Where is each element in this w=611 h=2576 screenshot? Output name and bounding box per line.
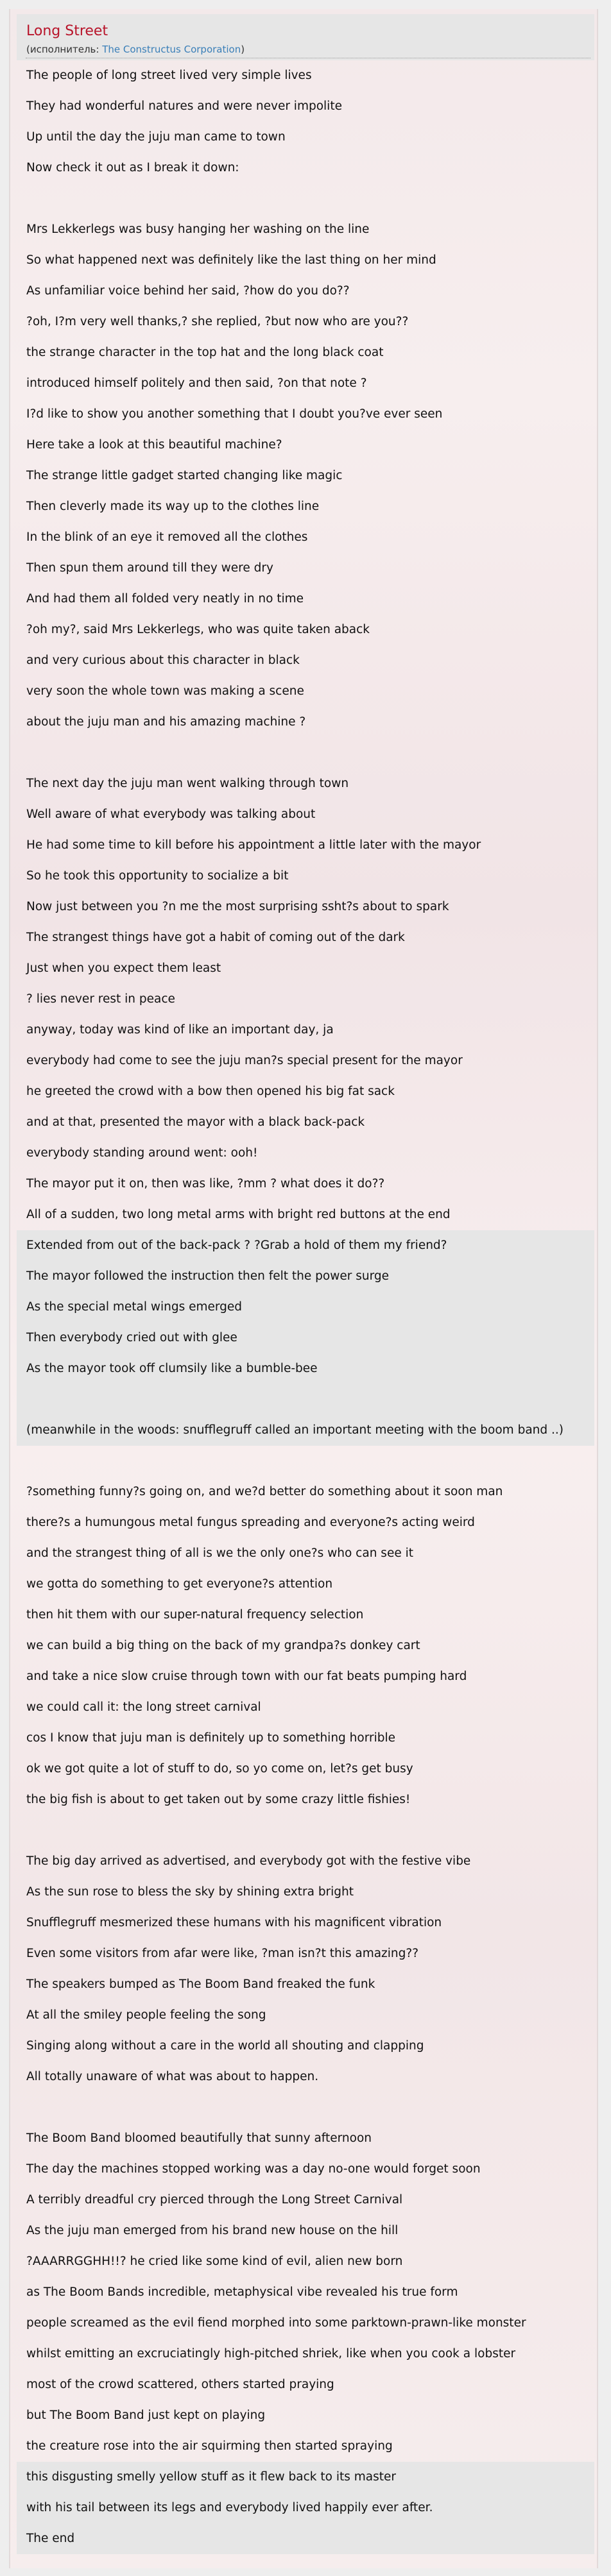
lyric-line: but The Boom Band just kept on playing bbox=[26, 2409, 266, 2422]
lyric-line: At all the smiley people feeling the song bbox=[26, 2008, 266, 2022]
lyric-line: Well aware of what everybody was talking about bbox=[26, 808, 316, 821]
lyric-line: this disgusting smelly yellow stuff as it flew back to its master bbox=[17, 2462, 594, 2493]
lyric-line: cos I know that juju man is definitely up to something horrible bbox=[26, 1731, 396, 1745]
lyric-line: The day the machines stopped working was a day no-one would forget soon bbox=[26, 2162, 481, 2176]
lyric-line: The end bbox=[17, 2523, 594, 2554]
lyric-line: The strangest things have got a habit of coming out of the dark bbox=[26, 931, 405, 944]
lyric-line: ?AAARRGGHH!!? he cried like some kind of evil, alien new born bbox=[26, 2255, 403, 2268]
lyric-line: Mrs Lekkerlegs was busy hanging her washing on the line bbox=[26, 223, 370, 236]
lyric-line: All of a sudden, two long metal arms with bright red buttons at the end bbox=[26, 1208, 451, 1221]
lyric-line: In the blink of an eye it removed all the clothes bbox=[26, 530, 308, 544]
lyric-line: As the sun rose to bless the sky by shining extra bright bbox=[26, 1885, 354, 1899]
lyric-line: whilst emitting an excruciatingly high-pitched shriek, like when you cook a lobster bbox=[26, 2347, 516, 2360]
performer-link[interactable]: The Constructus Corporation bbox=[102, 44, 241, 55]
lyric-line: Just when you expect them least bbox=[26, 962, 221, 975]
lyric-line: and take a nice slow cruise through town with our fat beats pumping hard bbox=[26, 1670, 467, 1683]
lyric-line: ok we got quite a lot of stuff to do, so yo come on, let?s get busy bbox=[26, 1762, 413, 1775]
lyric-line: Now check it out as I break it down: bbox=[26, 161, 239, 174]
lyric-line: about the juju man and his amazing machine ? bbox=[26, 715, 306, 729]
lyric-line: introduced himself politely and then said, ?on that note ? bbox=[26, 377, 367, 390]
lyric-line: ?oh, I?m very well thanks,? she replied, ?but now who are you?? bbox=[26, 315, 409, 328]
lyric-line: Snufflegruff mesmerized these humans with his magnificent vibration bbox=[26, 1916, 442, 1929]
lyric-line: and at that, presented the mayor with a black back-pack bbox=[26, 1115, 365, 1129]
lyric-blank-line bbox=[17, 1815, 594, 1846]
lyric-line: The mayor followed the instruction then felt the power surge bbox=[17, 1261, 594, 1292]
lyric-line: The Boom Band bloomed beautifully that sunny afternoon bbox=[26, 2131, 372, 2145]
lyric-line: Extended from out of the back-pack ? ?Grab a hold of them my friend? bbox=[17, 1230, 594, 1261]
lyric-line: The big day arrived as advertised, and everybody got with the festive vibe bbox=[26, 1854, 471, 1868]
lyric-line: ?oh my?, said Mrs Lekkerlegs, who was quite taken aback bbox=[26, 623, 370, 636]
lyric-line: and very curious about this character in black bbox=[26, 654, 300, 667]
lyric-line: ?something funny?s going on, and we?d better do something about it soon man bbox=[26, 1485, 503, 1498]
lyric-line: we gotta do something to get everyone?s attention bbox=[26, 1577, 333, 1591]
lyric-line: Even some visitors from afar were like, ?man isn?t this amazing?? bbox=[26, 1947, 419, 1960]
lyric-line: anyway, today was kind of like an important day, ja bbox=[26, 1023, 334, 1037]
lyric-line: The mayor put it on, then was like, ?mm ? what does it do?? bbox=[26, 1177, 385, 1191]
lyric-line: The next day the juju man went walking through town bbox=[26, 777, 349, 790]
lyric-line: As the special metal wings emerged bbox=[17, 1292, 594, 1323]
lyric-line: Singing along without a care in the world all shouting and clapping bbox=[26, 2039, 424, 2053]
lyric-line: we could call it: the long street carnival bbox=[26, 1700, 261, 1714]
lyric-blank-line bbox=[17, 1446, 594, 1477]
lyric-line: Then cleverly made its way up to the clothes line bbox=[26, 500, 320, 513]
lyric-line: we can build a big thing on the back of my grandpa?s donkey cart bbox=[26, 1639, 420, 1652]
lyric-line: As the juju man emerged from his brand new house on the hill bbox=[26, 2224, 399, 2237]
lyric-line: All totally unaware of what was about to happen. bbox=[26, 2070, 319, 2083]
lyric-line: ? lies never rest in peace bbox=[26, 992, 175, 1006]
lyric-line: Then everybody cried out with glee bbox=[17, 1323, 594, 1353]
lyric-line: Now just between you ?n me the most surprising ssht?s about to spark bbox=[26, 900, 449, 913]
lyric-line: (meanwhile in the woods: snufflegruff called an important meeting with the boom band ..) bbox=[17, 1415, 594, 1446]
song-title: Long Street bbox=[26, 23, 108, 39]
lyric-line: everybody had come to see the juju man?s special present for the mayor bbox=[26, 1054, 463, 1067]
lyric-line: with his tail between its legs and everybody lived happily ever after. bbox=[17, 2493, 594, 2523]
lyric-line: the strange character in the top hat and the long black coat bbox=[26, 346, 384, 359]
lyric-blank-line bbox=[17, 183, 594, 214]
lyric-line: Up until the day the juju man came to town bbox=[26, 130, 286, 144]
lyric-line: And had them all folded very neatly in no time bbox=[26, 592, 304, 606]
lyric-line: Here take a look at this beautiful machine? bbox=[26, 438, 282, 452]
performer-prefix: (исполнитель: bbox=[26, 44, 103, 55]
performer-suffix: ) bbox=[241, 44, 245, 55]
lyric-blank-line bbox=[17, 1384, 594, 1415]
lyric-line: As unfamiliar voice behind her said, ?how do you do?? bbox=[26, 284, 350, 298]
lyric-line: and the strangest thing of all is we the only one?s who can see it bbox=[26, 1546, 413, 1560]
lyric-blank-line bbox=[17, 2092, 594, 2123]
lyrics-body bbox=[17, 60, 594, 2554]
lyric-line: as The Boom Bands incredible, metaphysical vibe revealed his true form bbox=[26, 2285, 458, 2299]
lyric-line: So what happened next was definitely like the last thing on her mind bbox=[26, 253, 436, 267]
lyric-blank-line bbox=[17, 738, 594, 768]
lyric-line: I?d like to show you another something that I doubt you?ve ever seen bbox=[26, 407, 443, 421]
lyric-line: everybody standing around went: ooh! bbox=[26, 1146, 258, 1160]
lyric-line: They had wonderful natures and were never impolite bbox=[26, 99, 342, 113]
lyric-line: Then spun them around till they were dry bbox=[26, 561, 273, 575]
lyric-line: As the mayor took off clumsily like a bumble-bee bbox=[17, 1353, 594, 1384]
lyric-line: most of the crowd scattered, others started praying bbox=[26, 2378, 334, 2391]
song-header bbox=[17, 14, 594, 60]
lyric-line: the creature rose into the air squirming then started spraying bbox=[26, 2439, 393, 2453]
lyric-line: there?s a humungous metal fungus spreading and everyone?s acting weird bbox=[26, 1516, 475, 1529]
lyric-line: very soon the whole town was making a scene bbox=[26, 684, 304, 698]
lyric-line: The people of long street lived very simple lives bbox=[26, 69, 312, 82]
performer-line bbox=[26, 44, 245, 55]
lyric-line: then hit them with our super-natural frequency selection bbox=[26, 1608, 364, 1622]
lyric-line: So he took this opportunity to socialize a bit bbox=[26, 869, 289, 883]
lyric-line: He had some time to kill before his appointment a little later with the mayor bbox=[26, 838, 481, 852]
lyric-line: A terribly dreadful cry pierced through the Long Street Carnival bbox=[26, 2193, 403, 2207]
lyric-line: the big fish is about to get taken out by some crazy little fishies! bbox=[26, 1793, 411, 1806]
lyric-line: he greeted the crowd with a bow then opened his big fat sack bbox=[26, 1085, 395, 1098]
lyric-line: The strange little gadget started changing like magic bbox=[26, 469, 343, 482]
lyric-line: people screamed as the evil fiend morphed into some parktown-prawn-like monster bbox=[26, 2316, 526, 2330]
lyric-line: The speakers bumped as The Boom Band freaked the funk bbox=[26, 1978, 375, 1991]
